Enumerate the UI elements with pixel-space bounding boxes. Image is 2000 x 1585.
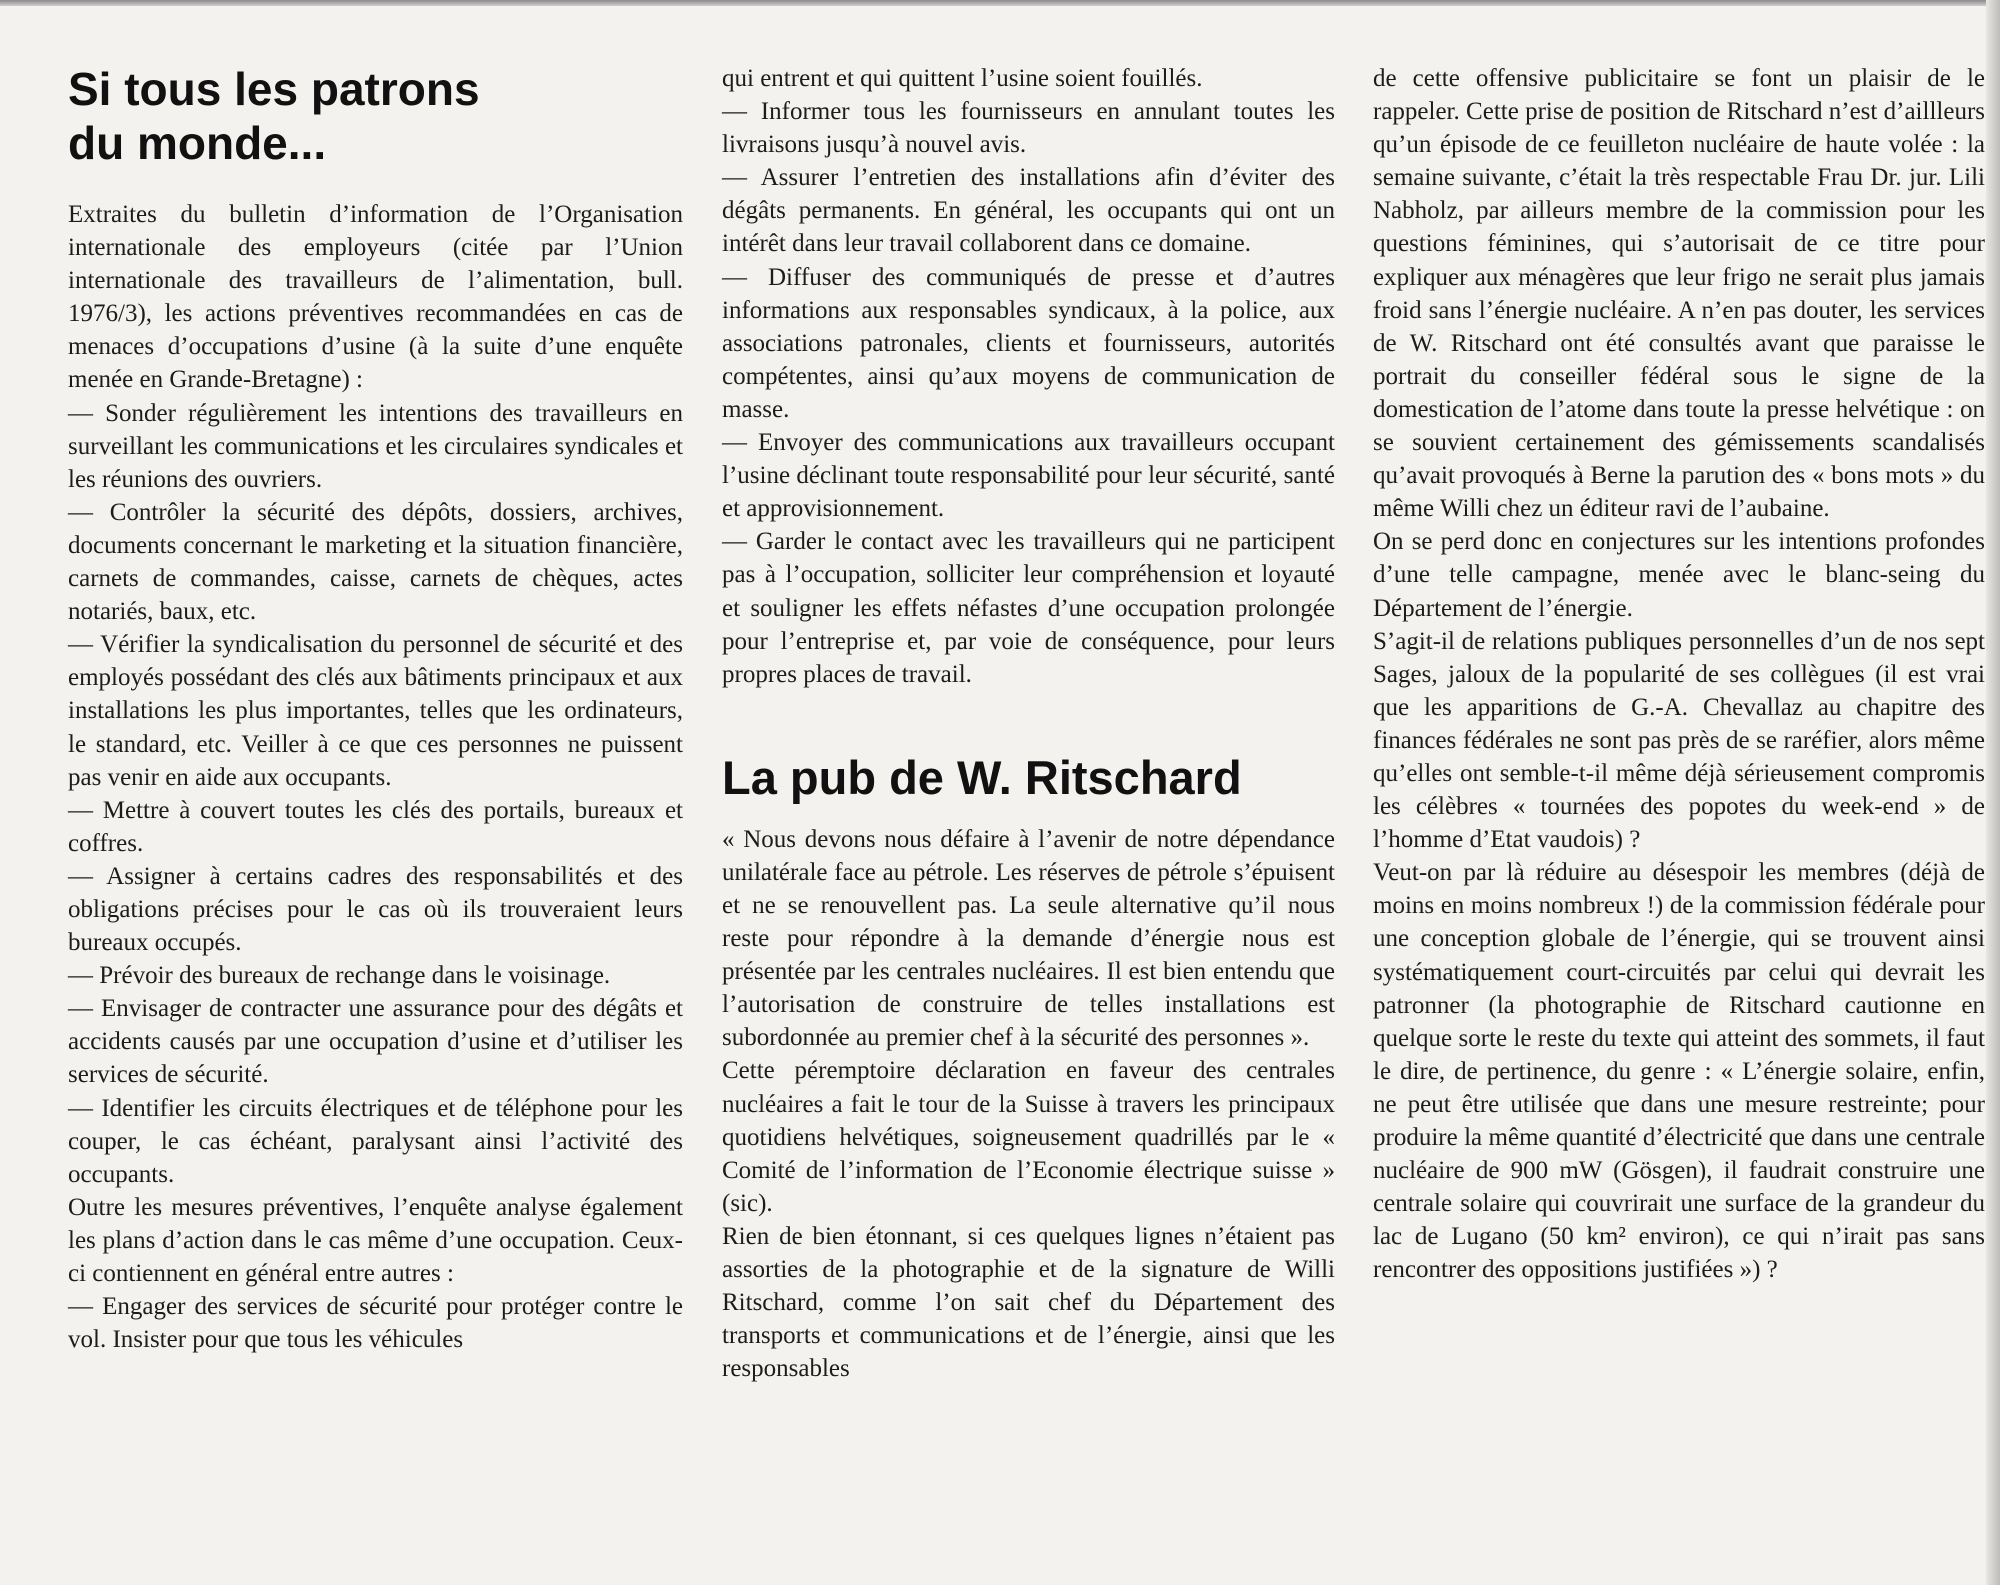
article-2-paragraph: de cette offensive publicitaire se font un plaisir de le rappeler. Cette prise de position de Ritschard n’est d’aillleurs qu’un épisode de ce feuilleton nucléaire de haute volée : la semaine suivante, c’était la très respectable Frau Dr. jur. Lili Nabholz, par ailleurs membre de la commission pour les questions féminines, qui s’autorisait de ce titre pour expliquer aux ménagères que leur frigo ne serait plus jamais froid sans l’énergie nucléaire. A n’en pas douter, les services de W. Ritschard ont été consultés avant que paraisse le portrait du conseiller fédéral sous le signe de la domestication de l’atome dans toute la presse helvétique : on se souvient certainement des gémissements scandalisés qu’avait provoqués à Berne la parution des « bons mots » du même Willi chez un éditeur ravi de l’aubaine. bbox=[1373, 65, 1985, 523]
article-2-title: La pub de W. Ritschard bbox=[722, 750, 1242, 804]
article-2-paragraph: Veut-on par là réduire au désespoir les membres (déjà de moins en moins nombreux !) de la commission fédérale pour une conception globale de l’énergie, qui se trouvent ainsi systématiquement court-circuités par celui qui devrait les patronner (la photographie de Ritschard cautionne en quelque sorte le reste du texte qui atteint des sommets, il faut le dire, de pertinence, du genre : « L’énergie solaire, enfin, ne peut être utilisée que dans une mesure restreinte; pour produire la même quantité d’électricité que dans une centrale nucléaire de 900 mW (Gösgen), il faudrait construire une centrale solaire qui couvrirait une surface de la grandeur du lac de Lugano (50 km² environ), ce qui n’irait pas sans rencontrer des oppositions justifiées ») ? bbox=[1373, 859, 1985, 1284]
article-1-paragraph: — Mettre à couvert toutes les clés des portails, bureaux et coffres. bbox=[68, 796, 683, 857]
article-2-paragraph: S’agit-il de relations publiques personnelles d’un de nos sept Sages, jaloux de la popularité de ses collègues (il est vrai que les apparitions de G.-A. Chevallaz au chapitre des finances fédérales ne sont pas près de se raréfier, alors même qu’elles ont semble-t-il même déjà sérieusement compromis les célèbres « tournées des popotes du week-end » de l’homme d’Etat vaudois) ? bbox=[1373, 627, 1985, 854]
article-2-paragraph: On se perd donc en conjectures sur les intentions profondes d’une telle campagne, menée avec le blanc-seing du Département de l’énergie. bbox=[1373, 528, 1985, 622]
article-1-paragraph: — Identifier les circuits électriques et de téléphone pour les couper, le cas échéant, paralysant ainsi l’activité des occupants. bbox=[68, 1094, 683, 1188]
article-1-paragraph: Extraites du bulletin d’information de l’Organisation internationale des employeurs (citée par l’Union internationale des travailleurs de l’alimentation, bull. 1976/3), les actions préventives recommandées en cas de menaces d’occupations d’usine (à la suite d’une enquête menée en Grande-Bretagne) : bbox=[68, 201, 683, 394]
article-1-paragraph: — Envisager de contracter une assurance pour des dégâts et accidents causés par une occupation d’usine et d’utiliser les services de sécurité. bbox=[68, 995, 683, 1089]
article-2-paragraph: « Nous devons nous défaire à l’avenir de notre dépendance unilatérale face au pétrole. Les réserves de pétrole s’épuisent et ne se renouvellent pas. La seule alternative qu’il nous reste pour répondre à la demande d’énergie nous est présentée par les centrales nucléaires. Il est bien entendu que l’autorisation de construire de telles installations est subordonnée au premier chef à la sécurité des personnes ». bbox=[722, 825, 1335, 1052]
article-1-title-line-1: Si tous les patrons bbox=[68, 63, 480, 115]
article-1-paragraph: — Prévoir des bureaux de rechange dans le voisinage. bbox=[68, 962, 611, 990]
page-top-edge bbox=[0, 0, 2000, 6]
article-1-paragraph: qui entrent et qui quittent l’usine soient fouillés. bbox=[722, 65, 1203, 92]
article-1-paragraph: — Contrôler la sécurité des dépôts, dossiers, archives, documents concernant le marketing et la situation financière, carnets de commandes, caisse, carnets de chèques, actes notariés, baux, etc. bbox=[68, 498, 683, 626]
article-2-paragraph: Cette péremptoire déclaration en faveur des centrales nucléaires a fait le tour de la Suisse à travers les principaux quotidiens helvétiques, soigneusement quadrillés par le « Comité de l’information de l’Economie électrique suisse » (sic). bbox=[722, 1057, 1335, 1217]
article-1-paragraph: — Assurer l’entretien des installations afin d’éviter des dégâts permanents. En général, les occupants qui ont un intérêt dans leur travail collaborent dans ce domaine. bbox=[722, 164, 1335, 258]
column-2 bbox=[722, 62, 1335, 1385]
article-1-paragraph: — Informer tous les fournisseurs en annulant toutes les livraisons jusqu’à nouvel avis. bbox=[722, 98, 1335, 159]
article-1-paragraph: — Vérifier la syndicalisation du personnel de sécurité et des employés possédant des clés aux bâtiments principaux et aux installations les plus importantes, telles que les ordinateurs, le standard, etc. Veiller à ce que ces personnes ne puissent pas venir en aide aux occupants. bbox=[68, 631, 683, 791]
column-3 bbox=[1373, 62, 1985, 1286]
article-1-paragraph: — Garder le contact avec les travailleurs qui ne participent pas à l’occupation, solliciter leur compréhension et loyauté et souligner les effets néfastes d’une occupation prolongée pour l’entreprise et, par voie de conséquence, pour leurs propres places de travail. bbox=[722, 528, 1335, 688]
article-1-paragraph: — Diffuser des communiqués de presse et d’autres informations aux responsables syndicaux, à la police, aux associations patronales, clients et fournisseurs, autorités compétentes, ainsi qu’aux moyens de communication de masse. bbox=[722, 263, 1335, 423]
page-right-edge bbox=[1986, 0, 2000, 1585]
article-1-title bbox=[68, 62, 683, 170]
article-1-paragraph: — Sonder régulièrement les intentions des travailleurs en surveillant les communications et les circulaires syndicales et les réunions des ouvriers. bbox=[68, 399, 683, 493]
article-1-paragraph: — Envoyer des communications aux travailleurs occupant l’usine déclinant toute responsabilité pour leur sécurité, santé et approvisionnement. bbox=[722, 429, 1335, 523]
article-1-title-line-2: du monde... bbox=[68, 117, 327, 169]
article-1-paragraph: — Assigner à certains cadres des responsabilités et des obligations précises pour le cas où ils trouveraient leurs bureaux occupés. bbox=[68, 862, 683, 957]
column-1 bbox=[68, 62, 683, 1356]
article-1-paragraph: Outre les mesures préventives, l’enquête analyse également les plans d’action dans le cas même d’une occupation. Ceux-ci contiennent en général entre autres : bbox=[68, 1193, 683, 1287]
article-2-paragraph: Rien de bien étonnant, si ces quelques lignes n’étaient pas assorties de la photographie et de la signature de Willi Ritschard, comme l’on sait chef du Département des transports et communications et de l’énergie, ainsi que les responsables bbox=[722, 1222, 1335, 1383]
article-1-paragraph: — Engager des services de sécurité pour protéger contre le vol. Insister pour que tous les véhicules bbox=[68, 1293, 683, 1354]
